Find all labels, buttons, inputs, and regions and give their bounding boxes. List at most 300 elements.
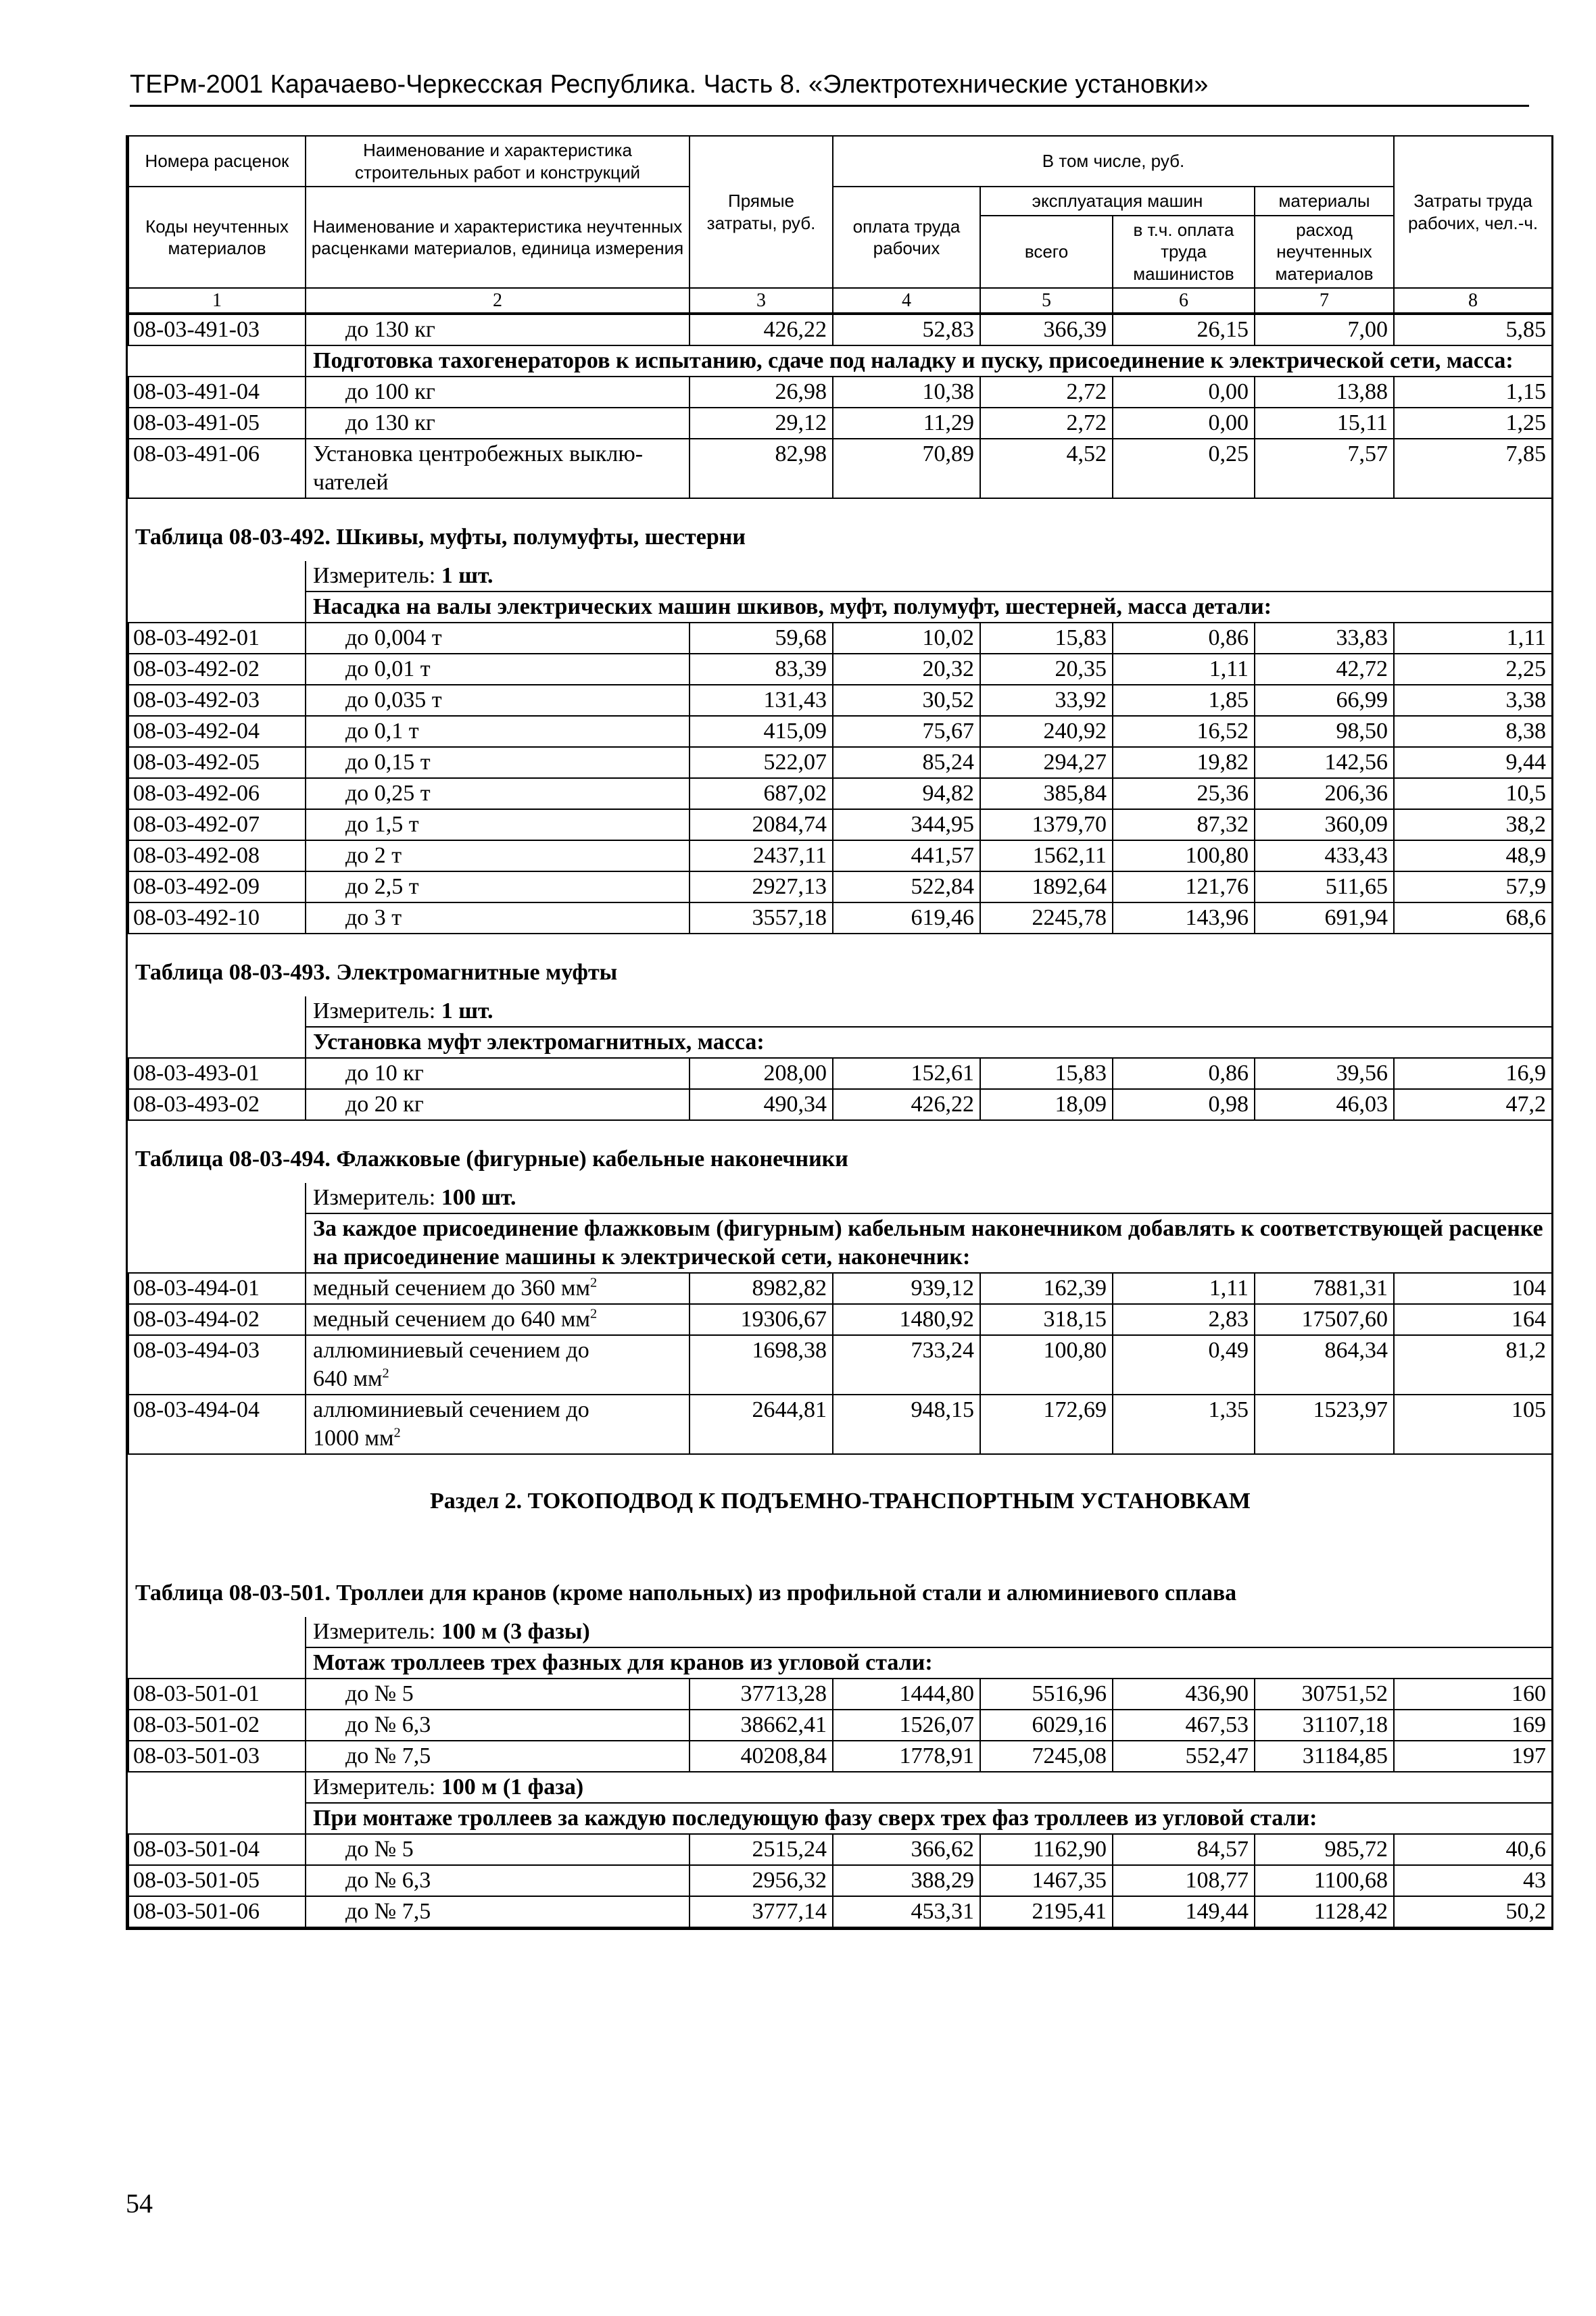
measure-value: 100 шт. [441,1185,516,1210]
machines-cost: 15,83 [980,623,1113,654]
subheading: При монтаже троллеев за каждую последующую фазу сверх трех фаз троллеев из угловой стали: [306,1803,1552,1834]
machinist-wages: 0,00 [1113,408,1255,439]
rate-name [306,1395,690,1454]
col-code-top: Номера расценок [128,136,306,187]
measure-row [128,1617,1552,1647]
col-code-bottom: Коды неучтенных материалов [128,187,306,288]
rate-code: 08-03-492-05 [128,747,306,778]
machines-cost: 33,92 [980,685,1113,716]
rate-code: 08-03-494-01 [128,1273,306,1304]
materials-cost: 7,00 [1255,314,1394,345]
machinist-wages: 0,25 [1113,439,1255,498]
machines-cost: 18,09 [980,1089,1113,1120]
labor-hours: 7,85 [1394,439,1552,498]
rate-name-text: до 10 кг [345,1061,424,1086]
column-header-table [128,135,1553,314]
table-title-row [128,1555,1552,1617]
wages-cost: 30,52 [833,685,980,716]
labor-hours: 197 [1394,1741,1552,1772]
wages-cost: 70,89 [833,439,980,498]
machinist-wages: 1,11 [1113,654,1255,685]
rate-name [306,1335,690,1395]
wages-cost: 10,02 [833,623,980,654]
direct-cost: 426,22 [690,314,833,345]
wages-cost: 1480,92 [833,1304,980,1335]
machinist-wages: 87,32 [1113,809,1255,840]
col-name-bottom: Наименование и характеристика неучтенных расценками материалов, единица измерения [306,187,690,288]
machines-cost: 162,39 [980,1273,1113,1304]
rate-code: 08-03-501-01 [128,1679,306,1710]
rate-code: 08-03-492-01 [128,623,306,654]
table-row [128,1058,1552,1089]
labor-hours: 8,38 [1394,716,1552,747]
machines-cost: 385,84 [980,778,1113,809]
rate-name-text: до 0,035 т [345,687,442,713]
rate-name-text: медный сечением до 640 мм [313,1307,590,1332]
wages-cost: 344,95 [833,809,980,840]
direct-cost: 59,68 [690,623,833,654]
direct-cost: 687,02 [690,778,833,809]
wages-cost: 366,62 [833,1834,980,1865]
rate-code: 08-03-492-07 [128,809,306,840]
rate-code: 08-03-491-04 [128,377,306,408]
materials-cost: 1100,68 [1255,1865,1394,1896]
machines-cost: 1379,70 [980,809,1113,840]
table-row [128,902,1552,934]
rate-name-text: до 100 кг [345,379,435,404]
table-row [128,1304,1552,1335]
rate-name [306,778,690,809]
rate-code: 08-03-501-04 [128,1834,306,1865]
labor-hours: 9,44 [1394,747,1552,778]
direct-cost: 3777,14 [690,1896,833,1927]
rate-code: 08-03-501-05 [128,1865,306,1896]
labor-hours: 160 [1394,1679,1552,1710]
machines-cost: 172,69 [980,1395,1113,1454]
rate-name [306,871,690,902]
table-row [128,439,1552,498]
table-row [128,1834,1552,1865]
rate-name [306,1865,690,1896]
table-row [128,1741,1552,1772]
measure [306,1617,1552,1647]
subheading-row [128,1213,1552,1273]
rate-name-text: до 130 кг [345,317,435,342]
rate-name [306,408,690,439]
direct-cost: 208,00 [690,1058,833,1089]
measure-label: Измеритель: [313,1185,436,1210]
rate-code: 08-03-492-06 [128,778,306,809]
page-number: 54 [126,2188,153,2219]
measure [306,561,1552,592]
rate-code: 08-03-492-03 [128,685,306,716]
wages-cost: 939,12 [833,1273,980,1304]
rate-name [306,314,690,345]
rate-code: 08-03-491-03 [128,314,306,345]
machinist-wages: 100,80 [1113,840,1255,871]
table-row [128,1089,1552,1120]
col-name-top: Наименование и характеристика строительных работ и конструкций [306,136,690,187]
labor-hours: 1,15 [1394,377,1552,408]
rate-name-text: до № 5 [345,1837,414,1862]
table-row [128,1710,1552,1741]
machinist-wages: 26,15 [1113,314,1255,345]
rate-name-text: медный сечением до 360 мм [313,1276,590,1301]
col-labor: Затраты труда рабочих, чел.-ч. [1394,136,1552,288]
direct-cost: 2437,11 [690,840,833,871]
rate-name-text: аллюминиевый сечением до [313,1338,589,1363]
machines-cost: 318,15 [980,1304,1113,1335]
table-row [128,623,1552,654]
rate-name-text: до 0,25 т [345,781,431,806]
rate-name-text: до № 7,5 [345,1899,431,1924]
unit-superscript: 2 [393,1425,401,1441]
measure [306,1772,1552,1803]
col-incl-wages: в т.ч. оплата труда машинистов [1113,216,1255,289]
rate-name [306,654,690,685]
rate-code: 08-03-493-01 [128,1058,306,1089]
rate-name-text: до № 6,3 [345,1868,431,1893]
rate-name-text: до № 6,3 [345,1712,431,1737]
direct-cost: 19306,67 [690,1304,833,1335]
rate-name-text: до № 5 [345,1681,414,1706]
rate-code: 08-03-491-06 [128,439,306,498]
machines-cost: 2,72 [980,377,1113,408]
machines-cost: 2,72 [980,408,1113,439]
machines-cost: 366,39 [980,314,1113,345]
materials-cost: 206,36 [1255,778,1394,809]
measure-label: Измеритель: [313,563,436,588]
rate-name-text: до 1,5 т [345,812,419,837]
col-number: 8 [1394,288,1552,313]
direct-cost: 490,34 [690,1089,833,1120]
rate-name [306,1679,690,1710]
labor-hours: 57,9 [1394,871,1552,902]
machines-cost: 6029,16 [980,1710,1113,1741]
wages-cost: 948,15 [833,1395,980,1454]
table-title-row [128,1120,1552,1183]
direct-cost: 2927,13 [690,871,833,902]
col-number: 3 [690,288,833,313]
subheading-row [128,1647,1552,1679]
materials-cost: 360,09 [1255,809,1394,840]
rate-name [306,840,690,871]
measure-row [128,1772,1552,1803]
rate-name [306,902,690,934]
rate-code: 08-03-493-02 [128,1089,306,1120]
col-materials: материалы [1255,187,1394,216]
machines-cost: 2195,41 [980,1896,1113,1927]
col-incl: В том числе, руб. [833,136,1394,187]
direct-cost: 29,12 [690,408,833,439]
unit-superscript: 2 [589,1275,598,1290]
materials-cost: 66,99 [1255,685,1394,716]
table-row [128,1679,1552,1710]
labor-hours: 3,38 [1394,685,1552,716]
machinist-wages: 1,35 [1113,1395,1255,1454]
measure-row [128,561,1552,592]
rate-name-text: до 0,15 т [345,750,431,775]
rate-name-text: до 0,1 т [345,719,419,744]
rate-name [306,1710,690,1741]
table-row [128,1273,1552,1304]
rate-name-text: до 0,01 т [345,656,431,681]
labor-hours: 43 [1394,1865,1552,1896]
measure [306,1183,1552,1213]
labor-hours: 10,5 [1394,778,1552,809]
col-number: 6 [1113,288,1255,313]
wages-cost: 441,57 [833,840,980,871]
wages-cost: 152,61 [833,1058,980,1089]
machines-cost: 7245,08 [980,1741,1113,1772]
col-direct: Прямые затраты, руб. [690,136,833,288]
rate-name [306,1089,690,1120]
machinist-wages: 0,49 [1113,1335,1255,1395]
labor-hours: 48,9 [1394,840,1552,871]
rate-name-text: до № 7,5 [345,1743,431,1768]
wages-cost: 426,22 [833,1089,980,1120]
rate-name [306,716,690,747]
table-row [128,377,1552,408]
wages-cost: 85,24 [833,747,980,778]
wages-cost: 94,82 [833,778,980,809]
rate-code: 08-03-492-10 [128,902,306,934]
table-row [128,747,1552,778]
table-row [128,685,1552,716]
labor-hours: 38,2 [1394,809,1552,840]
rate-name [306,1273,690,1304]
labor-hours: 104 [1394,1273,1552,1304]
col-wages: оплата труда рабочих [833,187,980,288]
wages-cost: 1444,80 [833,1679,980,1710]
machinist-wages: 0,86 [1113,1058,1255,1089]
rate-code: 08-03-491-05 [128,408,306,439]
measure [306,996,1552,1027]
labor-hours: 68,6 [1394,902,1552,934]
machines-cost: 4,52 [980,439,1113,498]
rates-sheet [126,135,1553,1930]
rate-code: 08-03-501-02 [128,1710,306,1741]
wages-cost: 1526,07 [833,1710,980,1741]
materials-cost: 7881,31 [1255,1273,1394,1304]
rate-code: 08-03-492-04 [128,716,306,747]
materials-cost: 31107,18 [1255,1710,1394,1741]
table-title: Таблица 08-03-501. Троллеи для кранов (кроме напольных) из профильной стали и алюминиевого сплава [135,1581,1237,1606]
labor-hours: 40,6 [1394,1834,1552,1865]
rate-name [306,1741,690,1772]
machinist-wages: 0,00 [1113,377,1255,408]
materials-cost: 691,94 [1255,902,1394,934]
subheading: Подготовка тахогенераторов к испытанию, сдаче под наладку и пуску, присоединение к электрической сети, масса: [306,345,1552,377]
rate-name [306,747,690,778]
direct-cost: 38662,41 [690,1710,833,1741]
machines-cost: 1467,35 [980,1865,1113,1896]
machinist-wages: 19,82 [1113,747,1255,778]
machines-cost: 294,27 [980,747,1113,778]
materials-cost: 864,34 [1255,1335,1394,1395]
table-row [128,314,1552,345]
machines-cost: 15,83 [980,1058,1113,1089]
table-row [128,1865,1552,1896]
labor-hours: 50,2 [1394,1896,1552,1927]
subheading: За каждое присоединение флажковым (фигурным) кабельным наконечником добавлять к соответствующей расценке на присоединение машины к электрической сети, наконечник: [306,1213,1552,1273]
section-title-row [128,1454,1552,1555]
table-row [128,809,1552,840]
rate-name [306,623,690,654]
wages-cost: 10,38 [833,377,980,408]
table-row [128,778,1552,809]
rate-code: 08-03-494-04 [128,1395,306,1454]
materials-cost: 985,72 [1255,1834,1394,1865]
rate-name-text: аллюминиевый сечением до [313,1397,589,1422]
rate-code: 08-03-494-03 [128,1335,306,1395]
direct-cost: 131,43 [690,685,833,716]
col-materials-sub: расход неучтенных материалов [1255,216,1394,289]
materials-cost: 46,03 [1255,1089,1394,1120]
machines-cost: 20,35 [980,654,1113,685]
materials-cost: 17507,60 [1255,1304,1394,1335]
rate-code: 08-03-501-06 [128,1896,306,1927]
machinist-wages: 108,77 [1113,1865,1255,1896]
table-title: Таблица 08-03-492. Шкивы, муфты, полумуфты, шестерни [135,525,746,550]
machinist-wages: 0,98 [1113,1089,1255,1120]
labor-hours: 47,2 [1394,1089,1552,1120]
rate-name-text: до 20 кг [345,1092,424,1117]
subheading-row [128,1027,1552,1058]
wages-cost: 52,83 [833,314,980,345]
direct-cost: 37713,28 [690,1679,833,1710]
table-title-row [128,934,1552,996]
rate-name [306,1304,690,1335]
subheading-row [128,1803,1552,1834]
wages-cost: 733,24 [833,1335,980,1395]
rate-name [306,1834,690,1865]
rate-code: 08-03-494-02 [128,1304,306,1335]
machines-cost: 1892,64 [980,871,1113,902]
col-number: 2 [306,288,690,313]
unit-superscript: 2 [382,1366,389,1381]
wages-cost: 20,32 [833,654,980,685]
machinist-wages: 84,57 [1113,1834,1255,1865]
rate-name [306,377,690,408]
materials-cost: 1128,42 [1255,1896,1394,1927]
table-row [128,654,1552,685]
materials-cost: 31184,85 [1255,1741,1394,1772]
table-row [128,1335,1552,1395]
rate-name-text: до 130 кг [345,410,435,435]
machinist-wages: 436,90 [1113,1679,1255,1710]
subheading: Установка муфт электромагнитных, масса: [306,1027,1552,1058]
materials-cost: 98,50 [1255,716,1394,747]
subheading-row [128,345,1552,377]
rate-name-text: до 0,004 т [345,625,442,650]
measure-label: Измеритель: [313,998,436,1023]
labor-hours: 1,25 [1394,408,1552,439]
labor-hours: 2,25 [1394,654,1552,685]
rate-name [306,439,690,498]
machinist-wages: 552,47 [1113,1741,1255,1772]
table-title: Таблица 08-03-494. Флажковые (фигурные) кабельные наконечники [135,1147,848,1172]
machinist-wages: 2,83 [1113,1304,1255,1335]
materials-cost: 42,72 [1255,654,1394,685]
table-row [128,716,1552,747]
table-row [128,1896,1552,1927]
direct-cost: 522,07 [690,747,833,778]
section-title: Раздел 2. ТОКОПОДВОД К ПОДЪЕМНО-ТРАНСПОРТНЫМ УСТАНОВКАМ [429,1489,1251,1514]
machinist-wages: 149,44 [1113,1896,1255,1927]
unit-superscript: 2 [589,1306,598,1322]
rate-code: 08-03-492-09 [128,871,306,902]
materials-cost: 13,88 [1255,377,1394,408]
materials-cost: 15,11 [1255,408,1394,439]
machines-cost: 100,80 [980,1335,1113,1395]
rate-name-text: до 2 т [345,843,402,868]
labor-hours: 169 [1394,1710,1552,1741]
measure-value: 1 шт. [441,998,493,1023]
machines-cost: 1562,11 [980,840,1113,871]
table-title-row [128,498,1552,561]
rate-name [306,685,690,716]
wages-cost: 388,29 [833,1865,980,1896]
materials-cost: 142,56 [1255,747,1394,778]
materials-cost: 7,57 [1255,439,1394,498]
machines-cost: 240,92 [980,716,1113,747]
machinist-wages: 25,36 [1113,778,1255,809]
machines-cost: 5516,96 [980,1679,1113,1710]
subheading-row [128,592,1552,623]
direct-cost: 2644,81 [690,1395,833,1454]
rate-name-text: Установка центробежных выклю-чателей [313,441,644,495]
direct-cost: 82,98 [690,439,833,498]
wages-cost: 1778,91 [833,1741,980,1772]
materials-cost: 1523,97 [1255,1395,1394,1454]
table-row [128,840,1552,871]
measure-value: 100 м (1 фаза) [441,1775,584,1800]
rate-code: 08-03-492-02 [128,654,306,685]
measure-label: Измеритель: [313,1619,436,1644]
direct-cost: 415,09 [690,716,833,747]
labor-hours: 164 [1394,1304,1552,1335]
direct-cost: 2515,24 [690,1834,833,1865]
machinist-wages: 143,96 [1113,902,1255,934]
direct-cost: 3557,18 [690,902,833,934]
direct-cost: 40208,84 [690,1741,833,1772]
measure-label: Измеритель: [313,1775,436,1800]
measure-row [128,996,1552,1027]
col-number: 7 [1255,288,1394,313]
rate-name [306,809,690,840]
labor-hours: 81,2 [1394,1335,1552,1395]
machinist-wages: 467,53 [1113,1710,1255,1741]
machinist-wages: 16,52 [1113,716,1255,747]
measure-value: 1 шт. [441,563,493,588]
subheading: Насадка на валы электрических машин шкивов, муфт, полумуфт, шестерней, масса детали: [306,592,1552,623]
col-total: всего [980,216,1113,289]
rate-name [306,1896,690,1927]
col-number: 4 [833,288,980,313]
machinist-wages: 1,11 [1113,1273,1255,1304]
labor-hours: 5,85 [1394,314,1552,345]
measure-row [128,1183,1552,1213]
wages-cost: 11,29 [833,408,980,439]
rate-name-text: до 2,5 т [345,874,419,899]
wages-cost: 619,46 [833,902,980,934]
wages-cost: 522,84 [833,871,980,902]
materials-cost: 33,83 [1255,623,1394,654]
rate-name-text-2: 640 мм [313,1366,383,1391]
page-header: ТЕРм-2001 Карачаево-Черкесская Республика. Часть 8. «Электротехнические установки» [130,70,1529,107]
direct-cost: 2084,74 [690,809,833,840]
